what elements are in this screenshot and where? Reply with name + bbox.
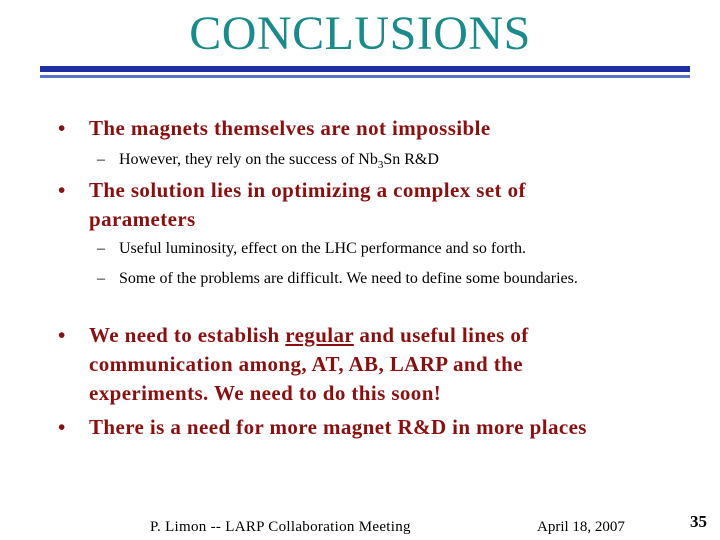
sub-bullet-marker: –	[97, 270, 105, 287]
page-number: 35	[690, 512, 707, 531]
sub-bullet-text-part: However, they rely on the success of Nb	[119, 151, 378, 168]
bullet-item	[58, 114, 658, 143]
sub-bullet-item	[97, 267, 607, 290]
bullet-text	[89, 321, 609, 408]
sub-bullet-item	[97, 237, 657, 260]
sub-bullet-text: Useful luminosity, effect on the LHC performance and so forth.	[119, 240, 526, 257]
bullet-text: The solution lies in optimizing a complex set of parameters	[89, 178, 526, 231]
footer-date: April 18, 2007	[537, 519, 625, 535]
underlined-word: regular	[285, 323, 354, 347]
bullet-item	[58, 413, 658, 442]
sub-bullet-text: Some of the problems are difficult. We need to define some boundaries.	[119, 270, 578, 287]
sub-bullet-marker: –	[97, 151, 105, 168]
bullet-item	[58, 176, 658, 234]
sub-bullet-marker: –	[97, 240, 105, 257]
slide-title: CONCLUSIONS	[189, 7, 531, 60]
bullet-marker: •	[58, 415, 66, 439]
bullet-item	[58, 321, 658, 408]
bullet-marker: •	[58, 116, 66, 140]
bullet-marker: •	[58, 178, 66, 202]
sub-bullet-text	[119, 148, 657, 171]
bullet-text-part: and useful lines of communication among, AT, AB, LARP and the experiments. We need to do this soon!	[89, 323, 529, 405]
footer-presenter: P. Limon -- LARP Collaboration Meeting	[150, 519, 411, 535]
subscript: 3	[377, 159, 384, 172]
bullet-text: The magnets themselves are not impossible	[89, 116, 491, 140]
sub-bullet-item	[97, 148, 657, 171]
bullet-marker: •	[58, 323, 66, 347]
bullet-text-part: We need to establish	[89, 323, 286, 347]
bullet-text: There is a need for more magnet R&D in more places	[89, 415, 587, 439]
sub-bullet-text-part: Sn R&D	[383, 151, 439, 168]
